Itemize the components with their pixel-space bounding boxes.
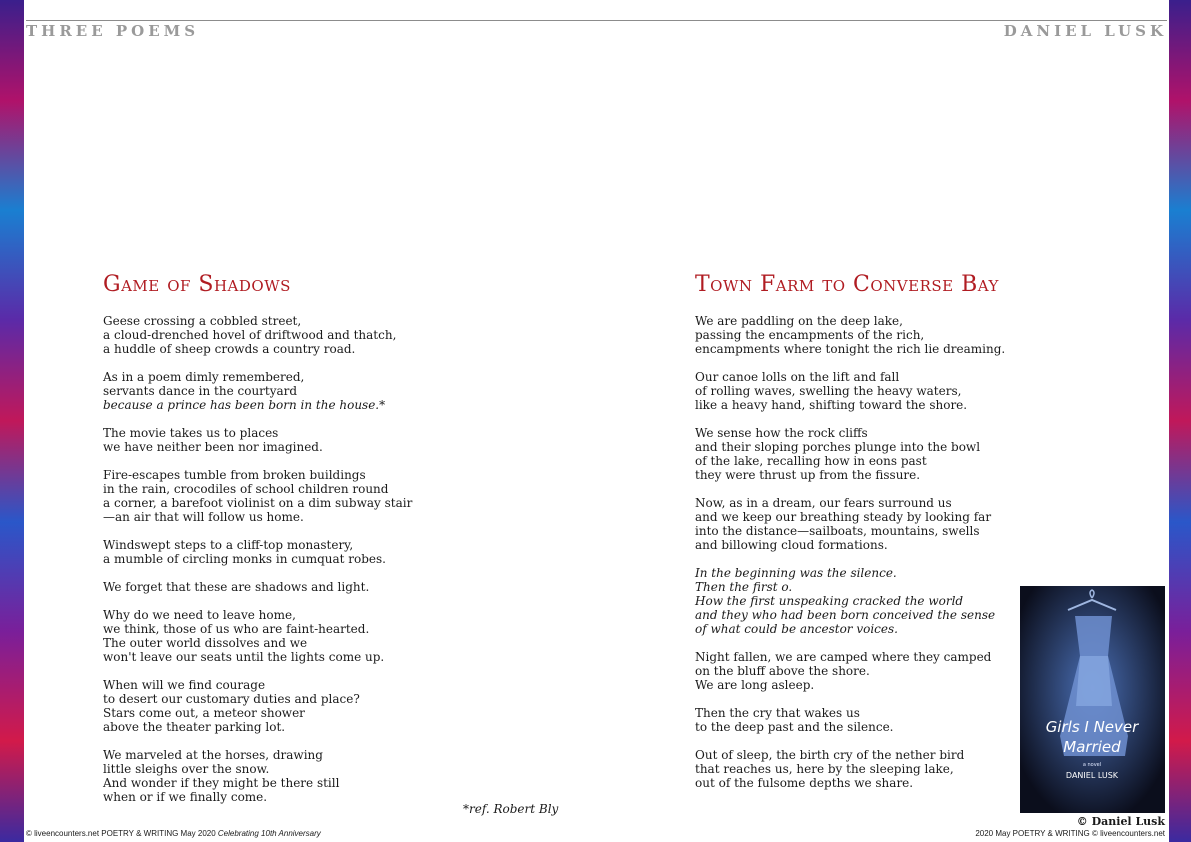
poem-line: Why do we need to leave home, xyxy=(103,608,296,622)
poem-line: of what could be ancestor voices. xyxy=(695,622,898,636)
poem-line: As in a poem dimly remembered, xyxy=(103,370,305,384)
poem-line: We sense how the rock cliffs xyxy=(695,426,868,440)
poem-title-game-of-shadows: Game of Shadows xyxy=(103,272,291,297)
book-cover-title-2: Married xyxy=(1063,738,1121,756)
stanza xyxy=(103,678,433,734)
poem-line: a mumble of circling monks in cumquat robes. xyxy=(103,552,386,566)
poem-line: we think, those of us who are faint-hearted. xyxy=(103,622,370,636)
book-cover-title-1: Girls I Never xyxy=(1045,718,1139,736)
poem-line: How the first unspeaking cracked the world xyxy=(695,594,964,608)
poem-line: in the rain, crocodiles of school children round xyxy=(103,482,389,496)
poem-line: of the lake, recalling how in eons past xyxy=(695,454,927,468)
poem-line: and they who had been born conceived the sense xyxy=(695,608,996,622)
poem-line: —an air that will follow us home. xyxy=(103,510,304,524)
poem-line: and their sloping porches plunge into the bowl xyxy=(695,440,981,454)
stanza xyxy=(103,370,433,412)
poem-line: that reaches us, here by the sleeping lake, xyxy=(695,762,954,776)
stanza xyxy=(695,748,1015,790)
poem-line: The outer world dissolves and we xyxy=(103,636,308,650)
poem-line: Geese crossing a cobbled street, xyxy=(103,314,302,328)
footer-right: 2020 May POETRY & WRITING © liveencounters.net xyxy=(975,829,1165,838)
stanza xyxy=(103,538,433,566)
stanza xyxy=(695,426,1015,482)
poem-line: above the theater parking lot. xyxy=(103,720,286,734)
poem-line: Fire-escapes tumble from broken buildings xyxy=(103,468,366,482)
poem-line: Now, as in a dream, our fears surround us xyxy=(695,496,952,510)
poem-line: Then the cry that wakes us xyxy=(695,706,860,720)
poem-line: The movie takes us to places xyxy=(103,426,279,440)
header-rule xyxy=(26,20,1167,21)
decorative-border-right xyxy=(1169,0,1191,842)
book-cover-author: DANIEL LUSK xyxy=(1065,771,1119,780)
footer-left-italic: Celebrating 10th Anniversary xyxy=(217,829,321,838)
running-header-author: DANIEL LUSK xyxy=(1003,22,1167,40)
poem-line: servants dance in the courtyard xyxy=(103,384,298,398)
footer-left-text: © liveencounters.net POETRY & WRITING May 2020 xyxy=(26,829,218,838)
poem-line: out of the fulsome depths we share. xyxy=(695,776,914,790)
poem-reference-note: *ref. Robert Bly xyxy=(463,802,559,816)
book-cover-subtitle: a novel xyxy=(1082,762,1102,768)
stanza xyxy=(695,650,1015,692)
book-cover-image xyxy=(1020,586,1165,813)
poem-line: like a heavy hand, shifting toward the shore. xyxy=(695,398,968,412)
poem-line: And wonder if they might be there still xyxy=(103,776,340,790)
poem-line: they were thrust up from the fissure. xyxy=(695,468,921,482)
running-header-section: THREE POEMS xyxy=(26,22,200,40)
poem-line: When will we find courage xyxy=(103,678,266,692)
stanza xyxy=(695,370,1015,412)
poem-line-italic: because a prince has been born in the house.* xyxy=(103,398,386,412)
stanza xyxy=(695,314,1015,356)
stanza xyxy=(103,426,433,454)
poem-line: Then the first o. xyxy=(695,580,793,594)
poem-line: a cloud-drenched hovel of driftwood and thatch, xyxy=(103,328,397,342)
poem-line: Our canoe lolls on the lift and fall xyxy=(695,370,900,384)
footer-left xyxy=(26,829,321,838)
poem-line: We are paddling on the deep lake, xyxy=(695,314,903,328)
poem-line: into the distance—sailboats, mountains, swells xyxy=(695,524,980,538)
poem-line: little sleighs over the snow. xyxy=(103,762,270,776)
poem-line: a huddle of sheep crowds a country road. xyxy=(103,342,356,356)
stanza xyxy=(695,706,1015,734)
poem-line: on the bluff above the shore. xyxy=(695,664,870,678)
poem-title-town-farm: Town Farm to Converse Bay xyxy=(695,272,999,297)
poem-body-game-of-shadows xyxy=(103,314,433,818)
poem-line: a corner, a barefoot violinist on a dim subway stair xyxy=(103,496,413,510)
stanza xyxy=(103,314,433,356)
decorative-border-left xyxy=(0,0,24,842)
poem-line: to the deep past and the silence. xyxy=(695,720,894,734)
stanza xyxy=(103,608,433,664)
poem-body-town-farm xyxy=(695,314,1015,804)
poem-line: we have neither been nor imagined. xyxy=(103,440,323,454)
stanza xyxy=(695,566,1015,636)
poem-line: We marveled at the horses, drawing xyxy=(103,748,323,762)
poem-line: Night fallen, we are camped where they camped xyxy=(695,650,992,664)
stanza xyxy=(695,496,1015,552)
stanza xyxy=(103,468,433,524)
poem-line: passing the encampments of the rich, xyxy=(695,328,925,342)
poem-line: Out of sleep, the birth cry of the nether bird xyxy=(695,748,965,762)
poem-line: and billowing cloud formations. xyxy=(695,538,888,552)
poem-line: Windswept steps to a cliff-top monastery, xyxy=(103,538,354,552)
stanza xyxy=(103,580,433,594)
stanza xyxy=(103,748,433,804)
poem-line: We are long asleep. xyxy=(695,678,815,692)
book-cover-credit: © Daniel Lusk xyxy=(1076,815,1165,828)
poem-line: won't leave our seats until the lights come up. xyxy=(103,650,385,664)
poem-line: and we keep our breathing steady by looking far xyxy=(695,510,992,524)
poem-line: Stars come out, a meteor shower xyxy=(103,706,305,720)
poem-line: In the beginning was the silence. xyxy=(695,566,897,580)
poem-line: when or if we finally come. xyxy=(103,790,268,804)
poem-line: We forget that these are shadows and light. xyxy=(103,580,370,594)
poem-line: of rolling waves, swelling the heavy waters, xyxy=(695,384,962,398)
poem-line: encampments where tonight the rich lie dreaming. xyxy=(695,342,1006,356)
poem-line: to desert our customary duties and place? xyxy=(103,692,360,706)
